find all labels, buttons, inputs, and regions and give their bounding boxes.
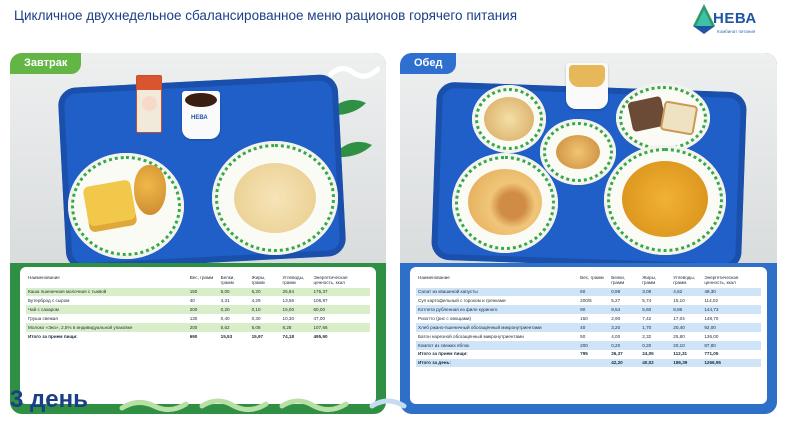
cell: 200 (188, 323, 219, 332)
cell: 92,00 (702, 323, 761, 332)
cell: 25,84 (281, 288, 312, 297)
porridge-plate (212, 141, 338, 255)
cell: 26,37 (611, 351, 623, 357)
cell: Ризотто (рис с овощами) (418, 315, 472, 321)
table-row (416, 305, 761, 314)
cell: 6,20 (250, 288, 281, 297)
cell: Каша пшеничная молочная с тыквой (26, 288, 188, 297)
table-total-row (416, 350, 761, 359)
cell: 60 (578, 288, 609, 297)
white-loaf (660, 100, 699, 135)
cell: 17,04 (673, 315, 685, 321)
cell: 0,20 (640, 341, 671, 350)
cell: 20,10 (671, 341, 702, 350)
cell: 60,00 (312, 305, 371, 314)
cell: 87,80 (702, 341, 761, 350)
cell: 106,87 (313, 298, 328, 304)
cell: Салат из квашеной капусты (416, 288, 578, 297)
pea-soup (622, 161, 708, 237)
table-row (416, 296, 761, 305)
cell: Молоко «Эко», 2,5% в индивидуальной упаковке (26, 323, 188, 332)
table-row (26, 305, 370, 314)
cell: 495,90 (313, 333, 328, 339)
cell: 50 (580, 333, 586, 339)
column-header: Наименование (418, 275, 450, 280)
cell: 144,73 (702, 305, 761, 314)
cell: 40 (578, 323, 609, 332)
cell: 5,74 (642, 298, 652, 304)
breakfast-nutrition-table (20, 267, 376, 404)
table-day-total-row (416, 359, 761, 368)
column-header: Наименование (28, 275, 60, 280)
cell: 15,53 (220, 333, 233, 339)
column-header: Углеводы, грамм (282, 275, 305, 286)
table-row (416, 323, 761, 332)
cell: 175,37 (312, 288, 371, 297)
cell: 8,28 (281, 323, 312, 332)
column-header: Углеводы, грамм (673, 275, 695, 286)
cell: 15,00 (281, 305, 312, 314)
cell: Компот из свежих яблок (416, 341, 578, 350)
croutons (556, 135, 600, 169)
logo-mark-icon (693, 4, 715, 34)
column-header: Энергетическая ценность, ккал (704, 275, 739, 286)
cell: 690 (189, 333, 198, 339)
table-row (26, 288, 370, 297)
cell: 130 (189, 315, 198, 321)
cell: 90 (578, 305, 609, 314)
cell: 200 (188, 305, 219, 314)
wave-decoration-icon (368, 396, 414, 414)
cell: Батон нарезной обогащённый микронутриентами (418, 333, 524, 339)
cell: 9,54 (609, 305, 640, 314)
cell: Итого за прием пищи: (418, 351, 468, 357)
column-header: Жиры, грамм (642, 275, 657, 286)
cell: 40 (189, 298, 195, 304)
cell: 10,30 (282, 315, 295, 321)
table-row (26, 323, 370, 332)
cell: 15,97 (251, 333, 264, 339)
risotto-with-cutlet (468, 169, 542, 235)
cell: Итого за прием пищи: (28, 333, 78, 339)
cell: 0,30 (251, 315, 261, 321)
cheese-sandwich (82, 179, 137, 233)
day-label: 3 день (10, 386, 88, 413)
cell: 136,00 (704, 333, 719, 339)
breakfast-photo (10, 53, 386, 263)
column-header: Вес, грамм (580, 275, 604, 280)
cell: 1266,95 (702, 359, 761, 368)
cell: 8,86 (671, 305, 702, 314)
cell: 114,02 (704, 298, 719, 304)
cell (578, 359, 609, 368)
cell: 771,05 (704, 351, 719, 357)
lunch-panel (400, 53, 777, 414)
logo-tagline: Комбинат питания (717, 29, 756, 34)
cell: 5,08 (250, 323, 281, 332)
milk-carton (136, 75, 162, 133)
page-title: Цикличное двухнедельное сбалансированное меню рационов горячего питания (14, 8, 518, 23)
column-header: Энергетическая ценность, ккал (313, 275, 348, 286)
cell: 2,90 (611, 315, 621, 321)
table-total-row (26, 332, 370, 341)
lunch-nutrition-table (410, 267, 767, 404)
cell: 107,66 (312, 323, 371, 332)
cell: 3,20 (609, 323, 640, 332)
company-logo (693, 4, 765, 40)
soup-plate (604, 145, 726, 255)
cell: Суп картофельный с горохом и гренками (418, 298, 506, 304)
cell: 795 (580, 351, 588, 357)
cell: Груша свежая (28, 315, 58, 321)
cell: 0,40 (220, 315, 230, 321)
croutons-bowl (540, 119, 616, 185)
cell: Котлета рубленная из филе куриного (416, 305, 578, 314)
cell: 200 (578, 341, 609, 350)
breakfast-tab: Завтрак (10, 53, 81, 74)
cell: 5,27 (611, 298, 621, 304)
salad-plate (472, 85, 546, 153)
column-header: Белки, грамм (220, 275, 235, 286)
table-row (416, 314, 761, 323)
cell: 4,29 (251, 298, 261, 304)
cell: 74,18 (282, 333, 295, 339)
breakfast-panel (10, 53, 386, 414)
cell: 0,10 (250, 305, 281, 314)
cell: 148,70 (704, 315, 719, 321)
cell: 150 (188, 288, 219, 297)
column-header: Жиры, грамм (251, 275, 266, 286)
cell: 49,30 (702, 288, 761, 297)
cell: 42,20 (609, 359, 640, 368)
cell: 186,39 (671, 359, 702, 368)
cell: 4,62 (671, 288, 702, 297)
porridge (234, 163, 316, 233)
table-row (416, 288, 761, 297)
cell: Хлеб ржано-пшеничный обогащённый микронутриентами (416, 323, 578, 332)
lunch-tab: Обед (400, 53, 456, 74)
cell: 4,00 (611, 333, 621, 339)
cell: 1,70 (640, 323, 671, 332)
cell: 40,02 (640, 359, 671, 368)
cell: 5,62 (219, 323, 250, 332)
column-header: Белки, грамм (611, 275, 626, 286)
risotto-plate (452, 153, 558, 253)
table-row (416, 332, 761, 341)
cell: 20,40 (671, 323, 702, 332)
cell: 150 (580, 315, 588, 321)
tea-cup: НЕВА (182, 91, 220, 139)
lunch-photo (400, 53, 777, 263)
logo-word: НЕВА (713, 10, 757, 27)
cell: 15,10 (673, 298, 685, 304)
compote-cup (566, 63, 608, 109)
wave-decoration-icon (118, 396, 358, 414)
cell: Итого за день: (416, 359, 578, 368)
bread-plate (616, 83, 710, 153)
cell: Бутерброд с сыром (28, 298, 70, 304)
pear (134, 165, 166, 215)
table-row (26, 314, 370, 323)
cell: 0,98 (609, 288, 640, 297)
cell: 5,00 (219, 288, 250, 297)
cell: 5,60 (640, 305, 671, 314)
cell: 200/5 (580, 298, 592, 304)
cell: 0,20 (609, 341, 640, 350)
cell: 4,31 (220, 298, 230, 304)
cell: Чай с сахаром (26, 305, 188, 314)
cell: 112,31 (673, 351, 688, 357)
cell: 3,09 (640, 288, 671, 297)
table-row (416, 341, 761, 350)
cell: 13,56 (282, 298, 295, 304)
cell: 7,42 (642, 315, 652, 321)
cell: 24,05 (642, 351, 654, 357)
bread-plate (68, 153, 184, 259)
column-header: Вес, грамм (189, 275, 214, 280)
cell: 47,00 (313, 315, 325, 321)
sauerkraut-salad (484, 97, 534, 141)
wave-decoration-icon (328, 63, 380, 81)
cell: 25,80 (673, 333, 685, 339)
table-row (26, 296, 370, 305)
cell: 0,20 (219, 305, 250, 314)
cell: 2,32 (642, 333, 652, 339)
